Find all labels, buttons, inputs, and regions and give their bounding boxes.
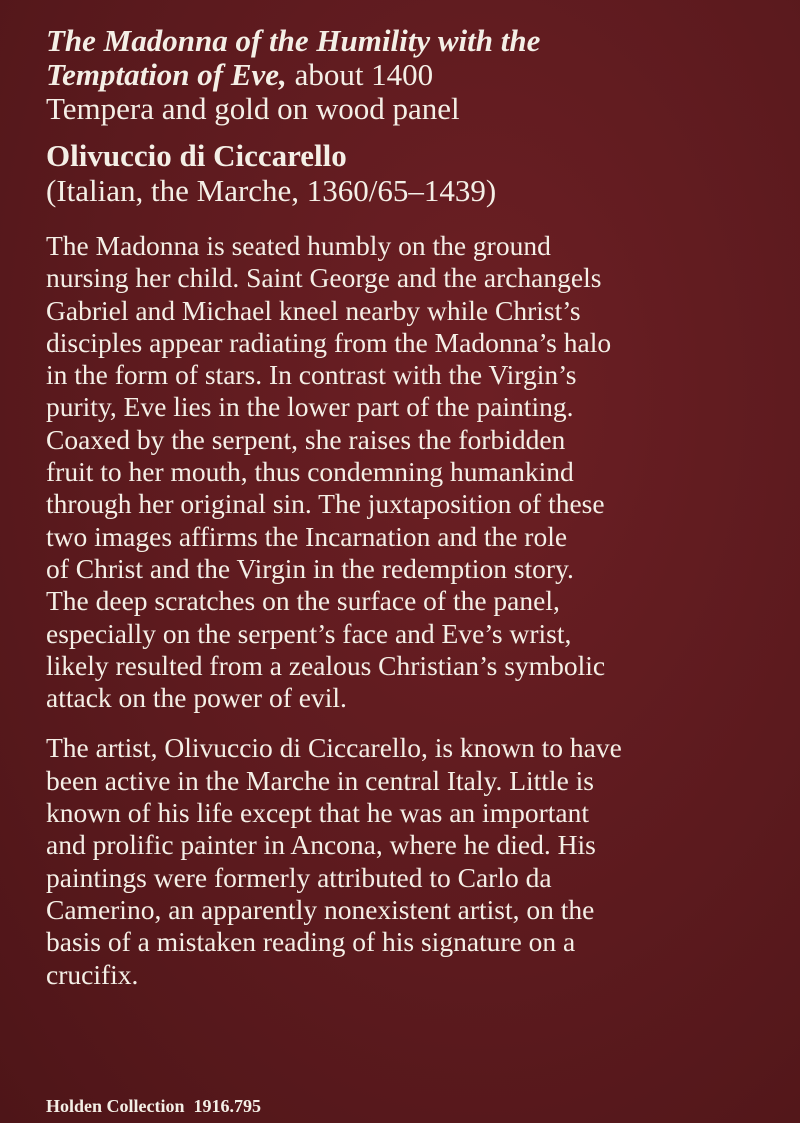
artwork-medium: Tempera and gold on wood panel [46,91,460,126]
description-paragraph [46,230,772,714]
description-line: through her original sin. The juxtaposition of these [46,488,605,520]
artwork-title-block [46,24,772,126]
description-line: fruit to her mouth, thus condemning humankind [46,456,574,488]
description-line: likely resulted from a zealous Christian’s symbolic [46,649,606,681]
biography-line: been active in the Marche in central Italy. Little is [46,764,594,796]
artwork-title-line-2 [46,58,772,92]
artist-name: Olivuccio di Ciccarello [46,138,347,173]
biography-line: crucifix. [46,958,139,990]
description-line: of Christ and the Virgin in the redemption story. [46,552,574,584]
artwork-title-line-1: The Madonna of the Humility with the [46,23,541,58]
description-line: in the form of stars. In contrast with the Virgin’s [46,359,577,391]
biography-line: known of his life except that he was an important [46,797,589,829]
biography-paragraph [46,732,772,990]
description-line: The deep scratches on the surface of the panel, [46,585,560,617]
description-line: especially on the serpent’s face and Eve’s wrist, [46,617,572,649]
artist-details: (Italian, the Marche, 1360/65–1439) [46,173,497,208]
description-line: Coaxed by the serpent, she raises the forbidden [46,423,566,455]
artwork-title-end: Temptation of Eve, [46,57,287,92]
description-line: The Madonna is seated humbly on the ground [46,230,551,261]
description-line: purity, Eve lies in the lower part of the painting. [46,391,574,423]
biography-line: Camerino, an apparently nonexistent artist, on the [46,893,595,925]
credit-line: Holden Collection 1916.795 [46,1096,261,1116]
biography-line: basis of a mistaken reading of his signature on a [46,926,576,958]
description-line: attack on the power of evil. [46,682,347,714]
description-line: disciples appear radiating from the Madonna’s halo [46,326,612,358]
description-line: Gabriel and Michael kneel nearby while Christ’s [46,294,581,326]
biography-line: and prolific painter in Ancona, where he died. His [46,829,596,861]
description-line: nursing her child. Saint George and the archangels [46,262,602,294]
artist-block [46,138,772,208]
artwork-date: about 1400 [286,57,434,92]
biography-line: The artist, Olivuccio di Ciccarello, is known to have [46,732,622,764]
description-line: two images affirms the Incarnation and the role [46,520,568,552]
biography-line: paintings were formerly attributed to Carlo da [46,861,552,893]
